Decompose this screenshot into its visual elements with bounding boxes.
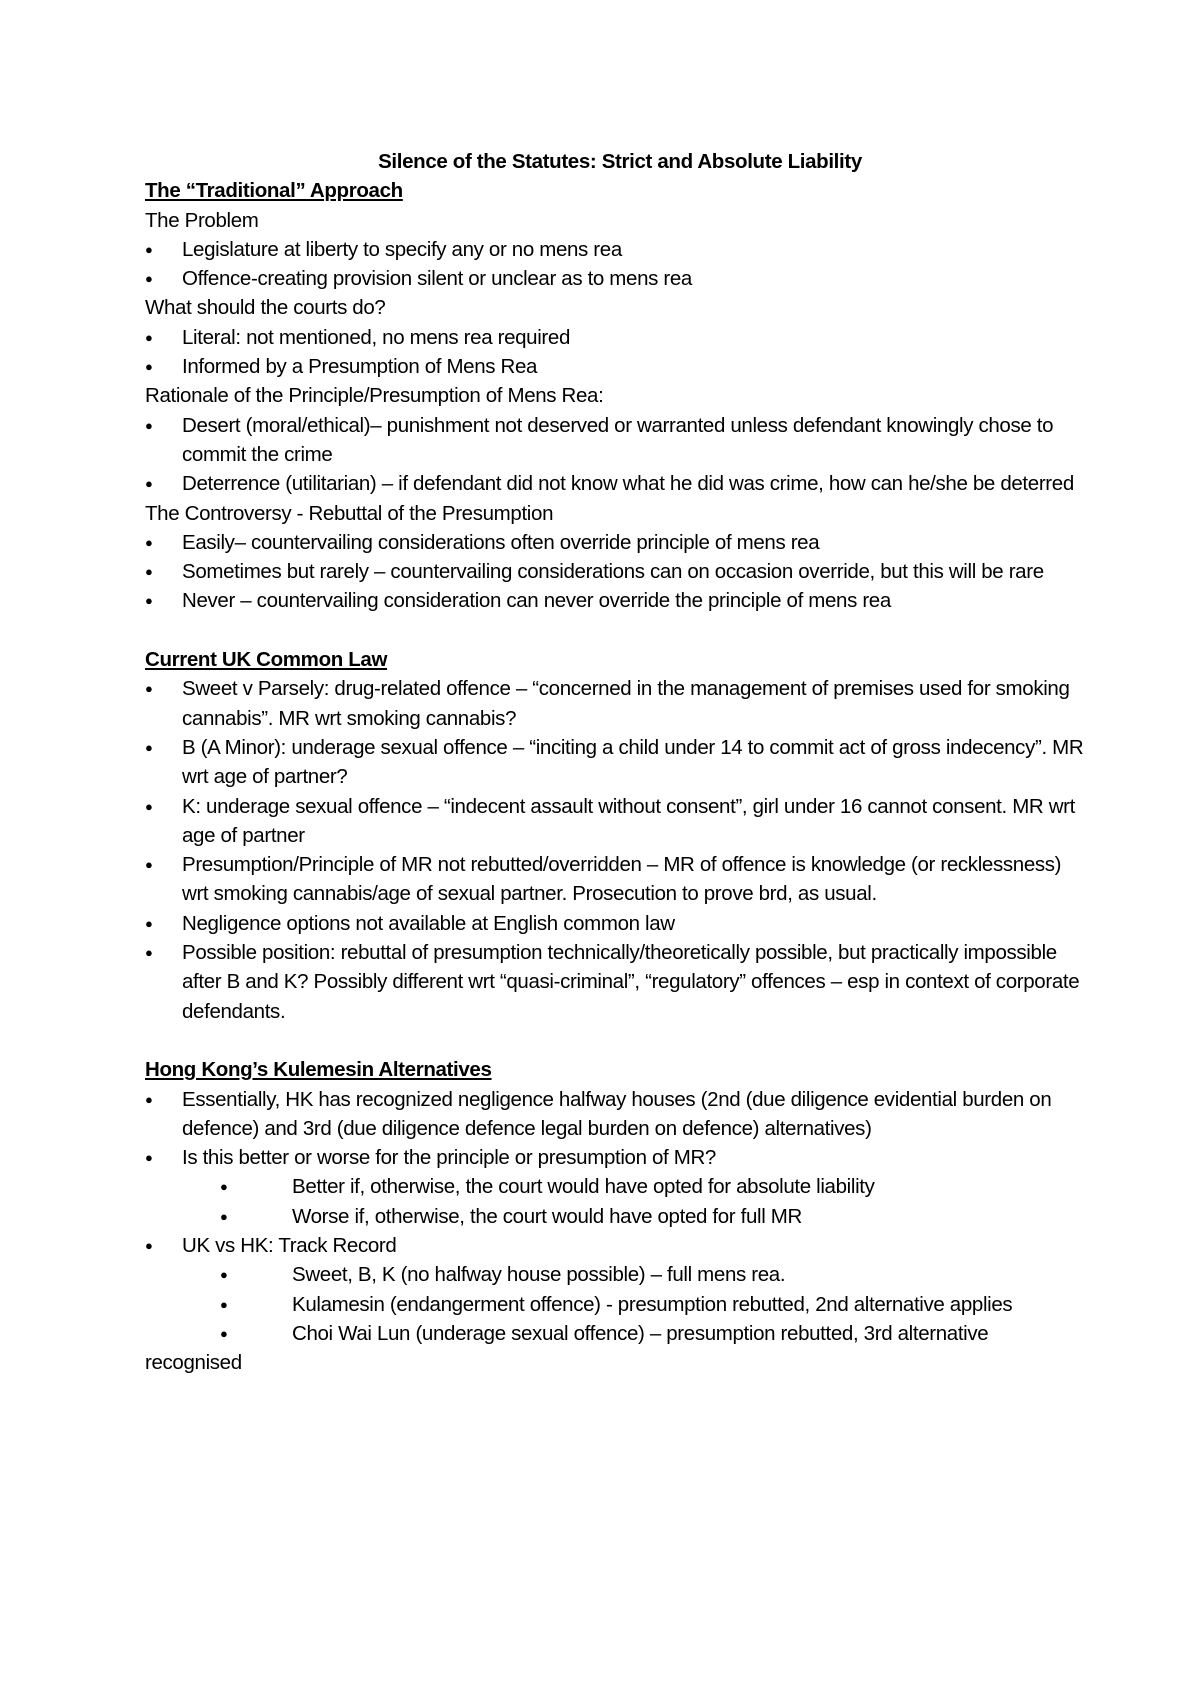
document-title: Silence of the Statutes: Strict and Absolute Liability: [378, 150, 862, 173]
list-item: ● B (A Minor): underage sexual offence – “inciting a child under 14 to commit act of gross indecency”. MR wrt age of partner?: [145, 733, 1085, 792]
uk-common-law-list: [145, 674, 1085, 1026]
bullet-icon: ●: [220, 1296, 228, 1312]
list-item: ● Offence-creating provision silent or unclear as to mens rea: [145, 264, 1085, 293]
better-worse-sublist: [145, 1172, 1085, 1231]
bullet-icon: ●: [145, 593, 153, 609]
bullet-icon: ●: [145, 241, 153, 257]
bullet-icon: ●: [145, 1091, 153, 1107]
section-heading-hk-alternatives: Hong Kong’s Kulemesin Alternatives: [145, 1058, 492, 1082]
list-item: ● K: underage sexual offence – “indecent assault without consent”, girl under 16 cannot consent. MR wrt age of partner: [145, 792, 1085, 851]
bullet-icon: ●: [220, 1179, 228, 1195]
bullet-icon: ●: [145, 945, 153, 961]
list-item: ● Presumption/Principle of MR not rebutted/overridden – MR of offence is knowledge (or recklessness) wrt smoking cannabis/age of sexual partner. Prosecution to prove brd, as usual.: [145, 850, 1085, 909]
bullet-icon: ●: [145, 271, 153, 287]
spacer: [145, 1026, 1085, 1055]
bullet-icon: ●: [145, 476, 153, 492]
sub-list-item: ● Sweet, B, K (no halfway house possible) – full mens rea.: [145, 1260, 1085, 1289]
list-item: ● Negligence options not available at English common law: [145, 909, 1085, 938]
list-item: ● Sometimes but rarely – countervailing considerations can on occasion override, but this will be rare: [145, 557, 1085, 586]
subheading-controversy: The Controversy - Rebuttal of the Presumption: [145, 501, 554, 525]
section-heading-traditional: The “Traditional” Approach: [145, 179, 403, 203]
sub-list-item: ● Worse if, otherwise, the court would have opted for full MR: [145, 1202, 1085, 1231]
bullet-icon: ●: [145, 534, 153, 550]
bullet-icon: ●: [145, 359, 153, 375]
list-item: ● Is this better or worse for the principle or presumption of MR?: [145, 1143, 1085, 1172]
list-item: ● Possible position: rebuttal of presumption technically/theoretically possible, but practically impossible after B and K? Possibly different wrt “quasi-criminal”, “regulatory” offences – esp in context of corporate defendants.: [145, 938, 1085, 1026]
bullet-icon: ●: [145, 1237, 153, 1253]
rationale-list: [145, 411, 1085, 499]
spacer: [145, 616, 1085, 645]
subheading-problem: The Problem: [145, 208, 259, 232]
bullet-icon: ●: [145, 1150, 153, 1166]
sub-list-item: ● Kulamesin (endangerment offence) - presumption rebutted, 2nd alternative applies: [145, 1290, 1085, 1319]
list-item: ● Desert (moral/ethical)– punishment not deserved or warranted unless defendant knowingly chose to commit the crime: [145, 411, 1085, 470]
bullet-icon: ●: [145, 857, 153, 873]
list-item: ● Informed by a Presumption of Mens Rea: [145, 352, 1085, 381]
bullet-icon: ●: [145, 564, 153, 580]
sub-list-item: ● Choi Wai Lun (underage sexual offence) – presumption rebutted, 3rd alternative recognised: [145, 1319, 1085, 1378]
document-body: [145, 147, 1085, 1377]
sub-list-item: ● Better if, otherwise, the court would have opted for absolute liability: [145, 1172, 1085, 1201]
bullet-icon: ●: [145, 329, 153, 345]
list-item: ● Easily– countervailing considerations often override principle of mens rea: [145, 528, 1085, 557]
track-record-list: [145, 1231, 1085, 1260]
list-item: ● Sweet v Parsely: drug-related offence – “concerned in the management of premises used for smoking cannabis”. MR wrt smoking cannabis?: [145, 674, 1085, 733]
bullet-icon: ●: [145, 798, 153, 814]
controversy-list: [145, 528, 1085, 616]
list-item: ● UK vs HK: Track Record: [145, 1231, 1085, 1260]
bullet-icon: ●: [145, 739, 153, 755]
bullet-icon: ●: [220, 1325, 228, 1341]
subheading-courts: What should the courts do?: [145, 296, 386, 320]
list-item: ● Legislature at liberty to specify any or no mens rea: [145, 235, 1085, 264]
hk-alternatives-list: [145, 1085, 1085, 1173]
bullet-icon: ●: [145, 417, 153, 433]
bullet-icon: ●: [145, 915, 153, 931]
list-item: ● Never – countervailing consideration can never override the principle of mens rea: [145, 586, 1085, 615]
list-item: ● Essentially, HK has recognized negligence halfway houses (2nd (due diligence evidential burden on defence) and 3rd (due diligence defence legal burden on defence) alternatives): [145, 1085, 1085, 1144]
list-item: ● Deterrence (utilitarian) – if defendant did not know what he did was crime, how can he/she be deterred: [145, 469, 1085, 498]
bullet-icon: ●: [145, 681, 153, 697]
bullet-icon: ●: [220, 1208, 228, 1224]
list-item: ● Literal: not mentioned, no mens rea required: [145, 323, 1085, 352]
section-heading-uk-common-law: Current UK Common Law: [145, 648, 388, 672]
bullet-icon: ●: [220, 1267, 228, 1283]
problem-list: [145, 235, 1085, 294]
subheading-rationale: Rationale of the Principle/Presumption of Mens Rea:: [145, 384, 604, 408]
courts-list: [145, 323, 1085, 382]
track-record-sublist: [145, 1260, 1085, 1377]
